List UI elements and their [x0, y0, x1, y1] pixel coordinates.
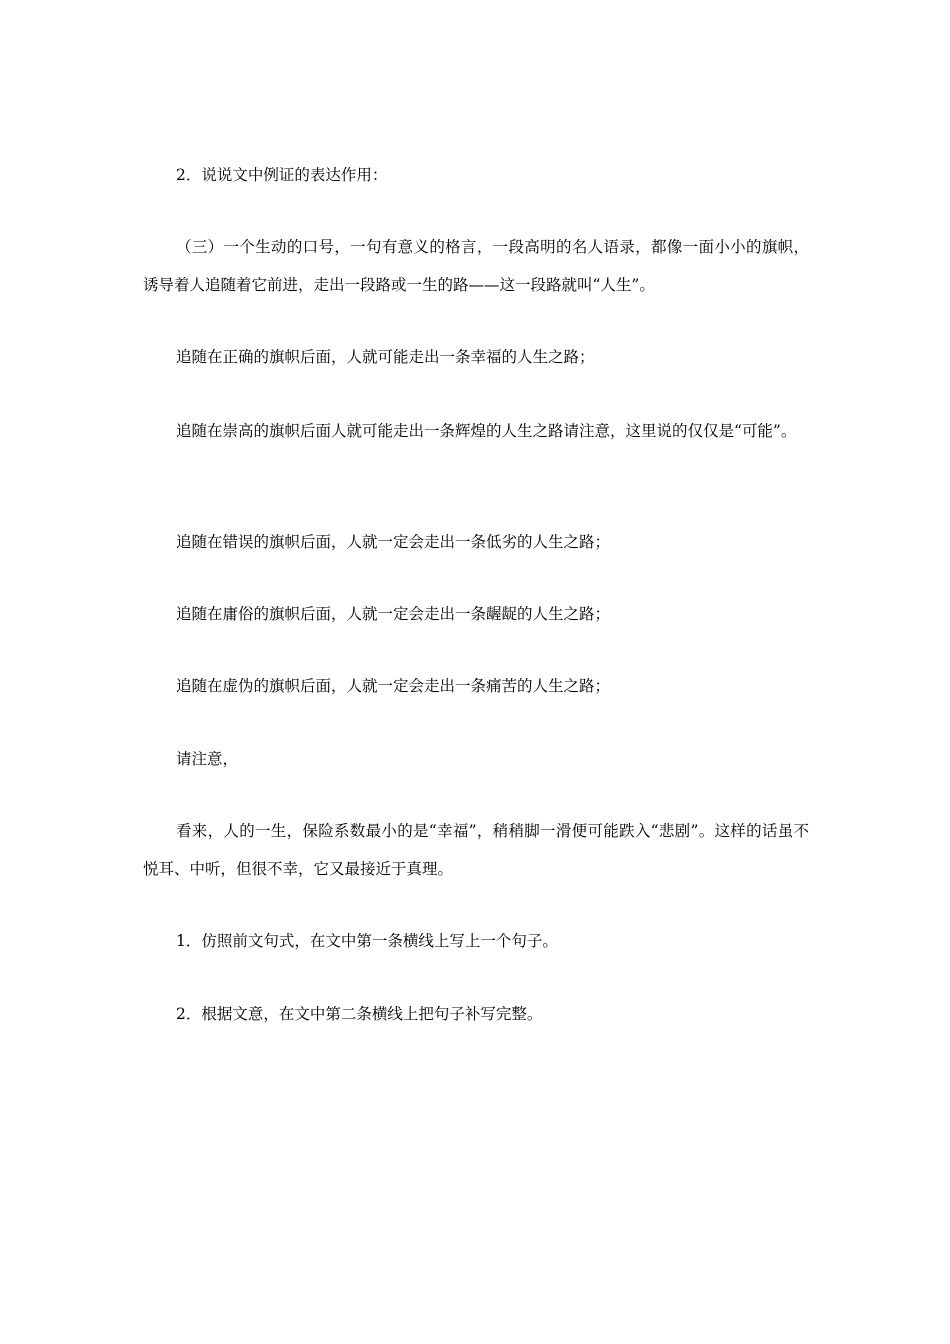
paragraph-noble-banner: 追随在崇高的旗帜后面人就可能走出一条辉煌的人生之路请注意，这里说的仅仅是“可能”。 — [176, 422, 797, 440]
question-2-prompt: 2．说说文中例证的表达作用： — [176, 166, 388, 184]
paragraph-wrong-banner: 追随在错误的旗帜后面，人就一定会走出一条低劣的人生之路； — [176, 533, 611, 551]
question-2: 2．根据文意，在文中第二条横线上把句子补写完整。 — [176, 1005, 543, 1023]
section-3-intro-paragraph: （三）一个生动的口号，一句有意义的格言，一段高明的名人语录，都像一面小小的旗帜，诱导着人追随着它前进，走出一段路或一生的路——这一段路就叫“人生”。 — [143, 238, 809, 294]
paragraph-correct-banner: 追随在正确的旗帜后面，人就可能走出一条幸福的人生之路； — [176, 348, 595, 366]
paragraph-please-note: 请注意， — [176, 750, 239, 768]
paragraph-false-banner: 追随在虚伪的旗帜后面，人就一定会走出一条痛苦的人生之路； — [176, 677, 611, 695]
paragraph-conclusion: 看来，人的一生，保险系数最小的是“幸福”，稍稍脚一滑便可能跌入“悲剧”。这样的话虽不悦耳、中听，但很不幸，它又最接近于真理。 — [143, 822, 809, 878]
paragraph-vulgar-banner: 追随在庸俗的旗帜后面，人就一定会走出一条龌龊的人生之路； — [176, 605, 611, 623]
question-1: 1．仿照前文句式，在文中第一条横线上写上一个句子。 — [176, 932, 558, 950]
